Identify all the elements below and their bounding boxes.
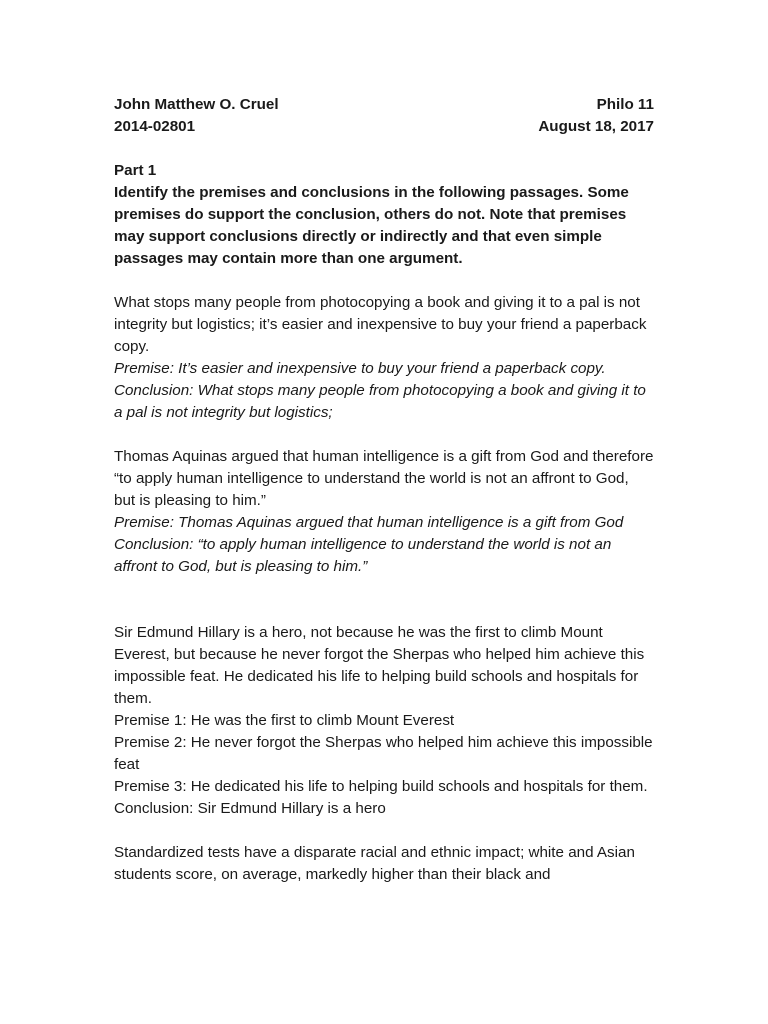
passage-3-premise-2: Premise 2: He never forgot the Sherpas who helped him achieve this impossible feat bbox=[114, 734, 653, 773]
passage-2-conclusion: Conclusion: “to apply human intelligence to understand the world is not an affront to God, but is pleasing to him.” bbox=[114, 536, 612, 575]
passage-2-text: Thomas Aquinas argued that human intelligence is a gift from God and therefore “to apply human intelligence to understand the world is not an affront to God, but is pleasing to him.” bbox=[114, 448, 654, 509]
passage-3-premise-1: Premise 1: He was the first to climb Mount Everest bbox=[114, 712, 455, 729]
student-number: 2014-02801 bbox=[114, 118, 196, 135]
submission-date: August 18, 2017 bbox=[538, 118, 654, 135]
instructions: Identify the premises and conclusions in the following passages. Some premises do support the conclusion, others do not. Note that premises may support conclusions directly or indirectly and that even simple passages may contain more than one argument. bbox=[114, 184, 629, 267]
passage-3-premise-3: Premise 3: He dedicated his life to helping build schools and hospitals for them. bbox=[114, 778, 648, 795]
passage-1-text: What stops many people from photocopying a book and giving it to a pal is not integrity but logistics; it’s easier and inexpensive to buy your friend a paperback copy. bbox=[114, 294, 647, 355]
passage-2 bbox=[114, 446, 654, 578]
passage-1-premise: Premise: It’s easier and inexpensive to buy your friend a paperback copy. bbox=[114, 360, 606, 377]
passage-4-text: Standardized tests have a disparate racial and ethnic impact; white and Asian students score, on average, markedly higher than their black and bbox=[114, 844, 635, 883]
passage-2-premise: Premise: Thomas Aquinas argued that human intelligence is a gift from God bbox=[114, 514, 624, 531]
passage-4 bbox=[114, 842, 654, 886]
passage-3-conclusion: Conclusion: Sir Edmund Hillary is a hero bbox=[114, 800, 386, 817]
header-row-1 bbox=[114, 94, 654, 116]
course-code: Philo 11 bbox=[596, 96, 654, 113]
passage-3 bbox=[114, 622, 654, 820]
part-title: Part 1 bbox=[114, 162, 157, 179]
passage-1-conclusion: Conclusion: What stops many people from photocopying a book and giving it to a pal is not integrity but logistics; bbox=[114, 382, 646, 421]
passage-3-text: Sir Edmund Hillary is a hero, not because he was the first to climb Mount Everest, but because he never forgot the Sherpas who helped him achieve this impossible feat. He dedicated his life to helping build schools and hospitals for them. bbox=[114, 624, 645, 707]
author-name: John Matthew O. Cruel bbox=[114, 96, 279, 113]
header-row-2 bbox=[114, 116, 654, 138]
passage-1 bbox=[114, 292, 654, 424]
